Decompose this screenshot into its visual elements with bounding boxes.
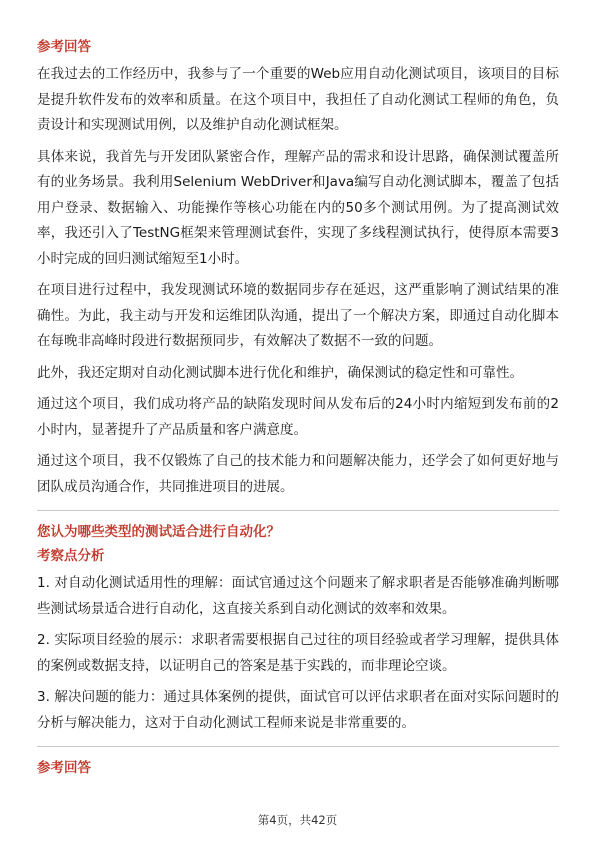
page-number: 第4页，共42页: [257, 813, 338, 827]
reference-answer-heading: 参考回答: [37, 760, 91, 776]
analysis-point: 3. 解决问题的能力：通过具体案例的提供，面试官可以评估求职者在面对实际问题时的分析与解决能力，这对于自动化测试工程师来说是非常重要的。: [37, 689, 559, 731]
question-title: 您认为哪些类型的测试适合进行自动化？: [37, 524, 280, 540]
analysis-heading: 考察点分析: [37, 548, 105, 564]
answer-paragraph: 在项目进行过程中，我发现测试环境的数据同步存在延迟，这严重影响了测试结果的准确性。为此，我主动与开发和运维团队沟通，提出了一个解决方案，即通过自动化脚本在每晚非高峰时段进行数据预同步，有效解决了数据不一致的问题。: [37, 282, 559, 349]
answer-paragraph: 在我过去的工作经历中，我参与了一个重要的Web应用自动化测试项目，该项目的目标是提升软件发布的效率和质量。在这个项目中，我担任了自动化测试工程师的角色，负责设计和实现测试用例，以及维护自动化测试框架。: [37, 66, 559, 133]
answer-paragraph: 通过这个项目，我们成功将产品的缺陷发现时间从发布后的24小时内缩短到发布前的2小时内，显著提升了产品质量和客户满意度。: [37, 396, 559, 438]
analysis-point: 1. 对自动化测试适用性的理解：面试官通过这个问题来了解求职者是否能够准确判断哪些测试场景适合进行自动化，这直接关系到自动化测试的效率和效果。: [37, 575, 559, 617]
reference-answer-heading: 参考回答: [37, 39, 91, 55]
analysis-point: 2. 实际项目经验的展示：求职者需要根据自己过往的项目经验或者学习理解，提供具体的案例或数据支持，以证明自己的答案是基于实践的，而非理论空谈。: [37, 632, 559, 674]
section-divider: [37, 510, 559, 511]
page-content: [37, 38, 559, 783]
section-divider: [37, 746, 559, 747]
answer-paragraph: 具体来说，我首先与开发团队紧密合作，理解产品的需求和设计思路，确保测试覆盖所有的业务场景。我利用Selenium WebDriver和Java编写自动化测试脚本，覆盖了包括用户登录、数据输入、功能操作等核心功能在内的50多个测试用例。为了提高测试效率，我还引入了TestNG框架来管理测试套件，实现了多线程测试执行，使得原本需要3小时完成的回归测试缩短至1小时。: [37, 148, 559, 267]
answer-paragraph: 通过这个项目，我不仅锻炼了自己的技术能力和问题解决能力，还学会了如何更好地与团队成员沟通合作，共同推进项目的进展。: [37, 453, 559, 495]
answer-paragraph: 此外，我还定期对自动化测试脚本进行优化和维护，确保测试的稳定性和可靠性。: [37, 364, 523, 381]
